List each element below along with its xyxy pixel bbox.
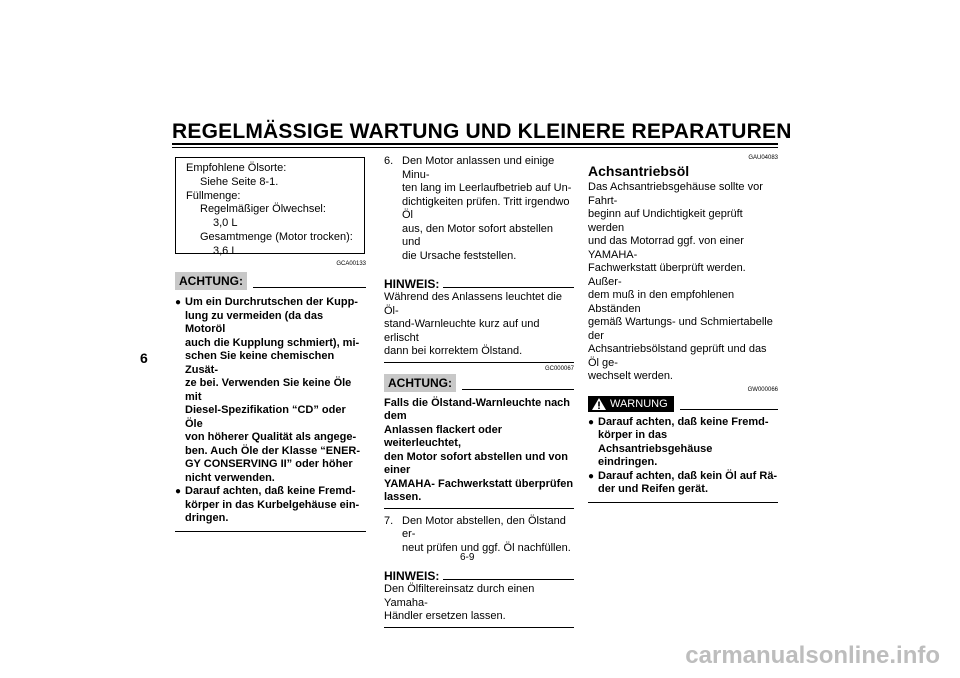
title-rule	[172, 143, 778, 145]
caution-line: nicht verwenden.	[185, 471, 275, 484]
list-item	[588, 416, 778, 470]
caution-line: dringen.	[185, 512, 229, 524]
caution-line: auch die Kupplung schmiert), mi-	[185, 336, 360, 349]
page-number: 6-9	[460, 552, 475, 563]
warning-line: körper in das Achsantriebsgehäuse	[598, 429, 713, 455]
list-item	[175, 296, 366, 485]
step-line: ten lang im Leerlaufbetrieb auf Un-	[402, 182, 572, 194]
note-line: Den Ölfiltereinsatz durch einen Yamaha-	[384, 583, 535, 609]
spec-line: Regelmäßiger Ölwechsel:	[200, 203, 326, 216]
warning-badge	[588, 396, 674, 412]
caution-block	[175, 272, 366, 532]
column-2	[384, 155, 574, 628]
spec-line: Gesamtmenge (Motor trocken):	[200, 230, 353, 243]
warning-line: Darauf achten, daß kein Öl auf Rä-	[598, 469, 778, 482]
title-rule-thin	[172, 147, 778, 148]
caution-line: körper in das Kurbelgehäuse ein-	[185, 498, 360, 511]
step-line: die Ursache feststellen.	[402, 249, 517, 262]
caution-line: ben. Auch Öle der Klasse “ENER-	[185, 444, 361, 457]
bullet-icon: ●	[175, 297, 182, 308]
body-line: beginn auf Undichtigkeit geprüft werden	[588, 208, 743, 234]
step-number: 7.	[384, 514, 394, 527]
caution-line: YAMAHA- Fachwerkstatt überprüfen	[384, 477, 574, 490]
caution-rule	[462, 389, 574, 390]
chapter-tab: 6	[140, 350, 148, 366]
list-item	[175, 485, 366, 526]
body-line: gemäß Wartungs- und Schmiertabelle der	[588, 316, 773, 342]
warning-line: eindringen.	[598, 456, 658, 468]
step-line: Den Motor anlassen und einige Minu-	[402, 155, 555, 181]
body-line: dem muß in den empfohlenen Abständen	[588, 289, 735, 315]
caution-line: Falls die Ölstand-Warnleuchte nach dem	[384, 396, 571, 422]
caution-line: schen Sie keine chemischen Zusät-	[185, 350, 335, 376]
body-line: und das Motorrad ggf. von einer YAMAHA-	[588, 235, 744, 261]
body-line: Fachwerkstatt überprüft werden. Außer-	[588, 262, 746, 288]
step-6	[384, 155, 574, 263]
caution-end-rule	[175, 531, 366, 532]
bullet-icon: ●	[175, 486, 182, 497]
page-title: REGELMÄSSIGE WARTUNG UND KLEINERE REPARATUREN	[172, 120, 792, 143]
caution-line: Darauf achten, daß keine Fremd-	[185, 485, 356, 497]
spec-line: 3,0 L	[213, 217, 238, 230]
reference-code: GW000066	[747, 386, 778, 393]
bullet-icon: ●	[588, 470, 595, 482]
reference-code: GAU04083	[748, 155, 778, 161]
step-line: aus, den Motor sofort abstellen und	[402, 222, 554, 248]
step-line: neut prüfen und ggf. Öl nachfüllen.	[402, 541, 571, 554]
reference-code: GC000067	[544, 365, 574, 372]
body-line: Achsantriebsölstand geprüft und das Öl ge-	[588, 343, 767, 369]
note-line: dann bei korrektem Ölstand.	[384, 345, 523, 357]
caution-line: den Motor sofort abstellen und von einer	[384, 450, 568, 476]
step-number: 6.	[384, 155, 394, 167]
list-item	[588, 470, 778, 497]
note-label: HINWEIS:	[384, 569, 440, 583]
caution-line: ze bei. Verwenden Sie keine Öle mit	[185, 377, 352, 403]
note-line: Händler ersetzen lassen.	[384, 610, 506, 622]
note-rule	[443, 579, 574, 580]
caution-badge: ACHTUNG:	[384, 374, 456, 392]
step-7	[384, 515, 574, 556]
note-end-rule	[384, 627, 574, 628]
body-line: Das Achsantriebsgehäuse sollte vor Fahrt-	[588, 181, 763, 207]
watermark: carmanualsonline.info	[685, 642, 940, 669]
spec-line: Empfohlene Ölsorte:	[186, 162, 287, 174]
caution-line: Diesel-Spezifikation “CD” oder Öle	[185, 404, 346, 430]
warning-triangle-icon	[592, 398, 606, 410]
bullet-icon: ●	[588, 416, 595, 428]
caution-badge: ACHTUNG:	[175, 272, 247, 290]
warning-end-rule	[588, 502, 778, 503]
oil-spec-box	[175, 157, 365, 257]
note-rule	[443, 287, 574, 288]
caution-line: Um ein Durchrutschen der Kupp-	[185, 296, 358, 308]
step-line: dichtigkeiten prüfen. Tritt irgendwo Öl	[402, 195, 570, 221]
spec-line: Füllmenge:	[186, 189, 241, 202]
spec-line: 3,6 L	[213, 244, 238, 257]
body-line: wechselt werden.	[588, 370, 673, 382]
step-line: Den Motor abstellen, den Ölstand er-	[402, 514, 566, 540]
caution-line: GY CONSERVING II” oder höher	[185, 458, 353, 470]
caution-line: lassen.	[384, 491, 422, 503]
column-3	[588, 155, 778, 503]
note-label: HINWEIS:	[384, 277, 440, 291]
warning-rule	[680, 409, 778, 410]
reference-code: GCA00133	[336, 261, 366, 267]
caution-end-rule	[384, 508, 574, 509]
caution-line: lung zu vermeiden (da das Motoröl	[185, 309, 324, 335]
section-heading: Achsantriebsöl	[588, 163, 690, 179]
caution-line: von höherer Qualität als angege-	[185, 431, 357, 443]
caution-line: Anlassen flackert oder weiterleuchtet,	[384, 423, 502, 449]
caution-rule	[253, 287, 366, 288]
note-line: stand-Warnleuchte kurz auf und erlischt	[384, 318, 540, 344]
warning-line: Darauf achten, daß keine Fremd-	[598, 415, 769, 428]
warning-label: WARNUNG	[610, 397, 668, 410]
spec-line: Siehe Seite 8-1.	[200, 175, 279, 188]
note-end-rule	[384, 362, 574, 363]
note-line: Während des Anlassens leuchtet die Öl-	[384, 291, 562, 317]
warning-line: der und Reifen gerät.	[598, 483, 709, 495]
